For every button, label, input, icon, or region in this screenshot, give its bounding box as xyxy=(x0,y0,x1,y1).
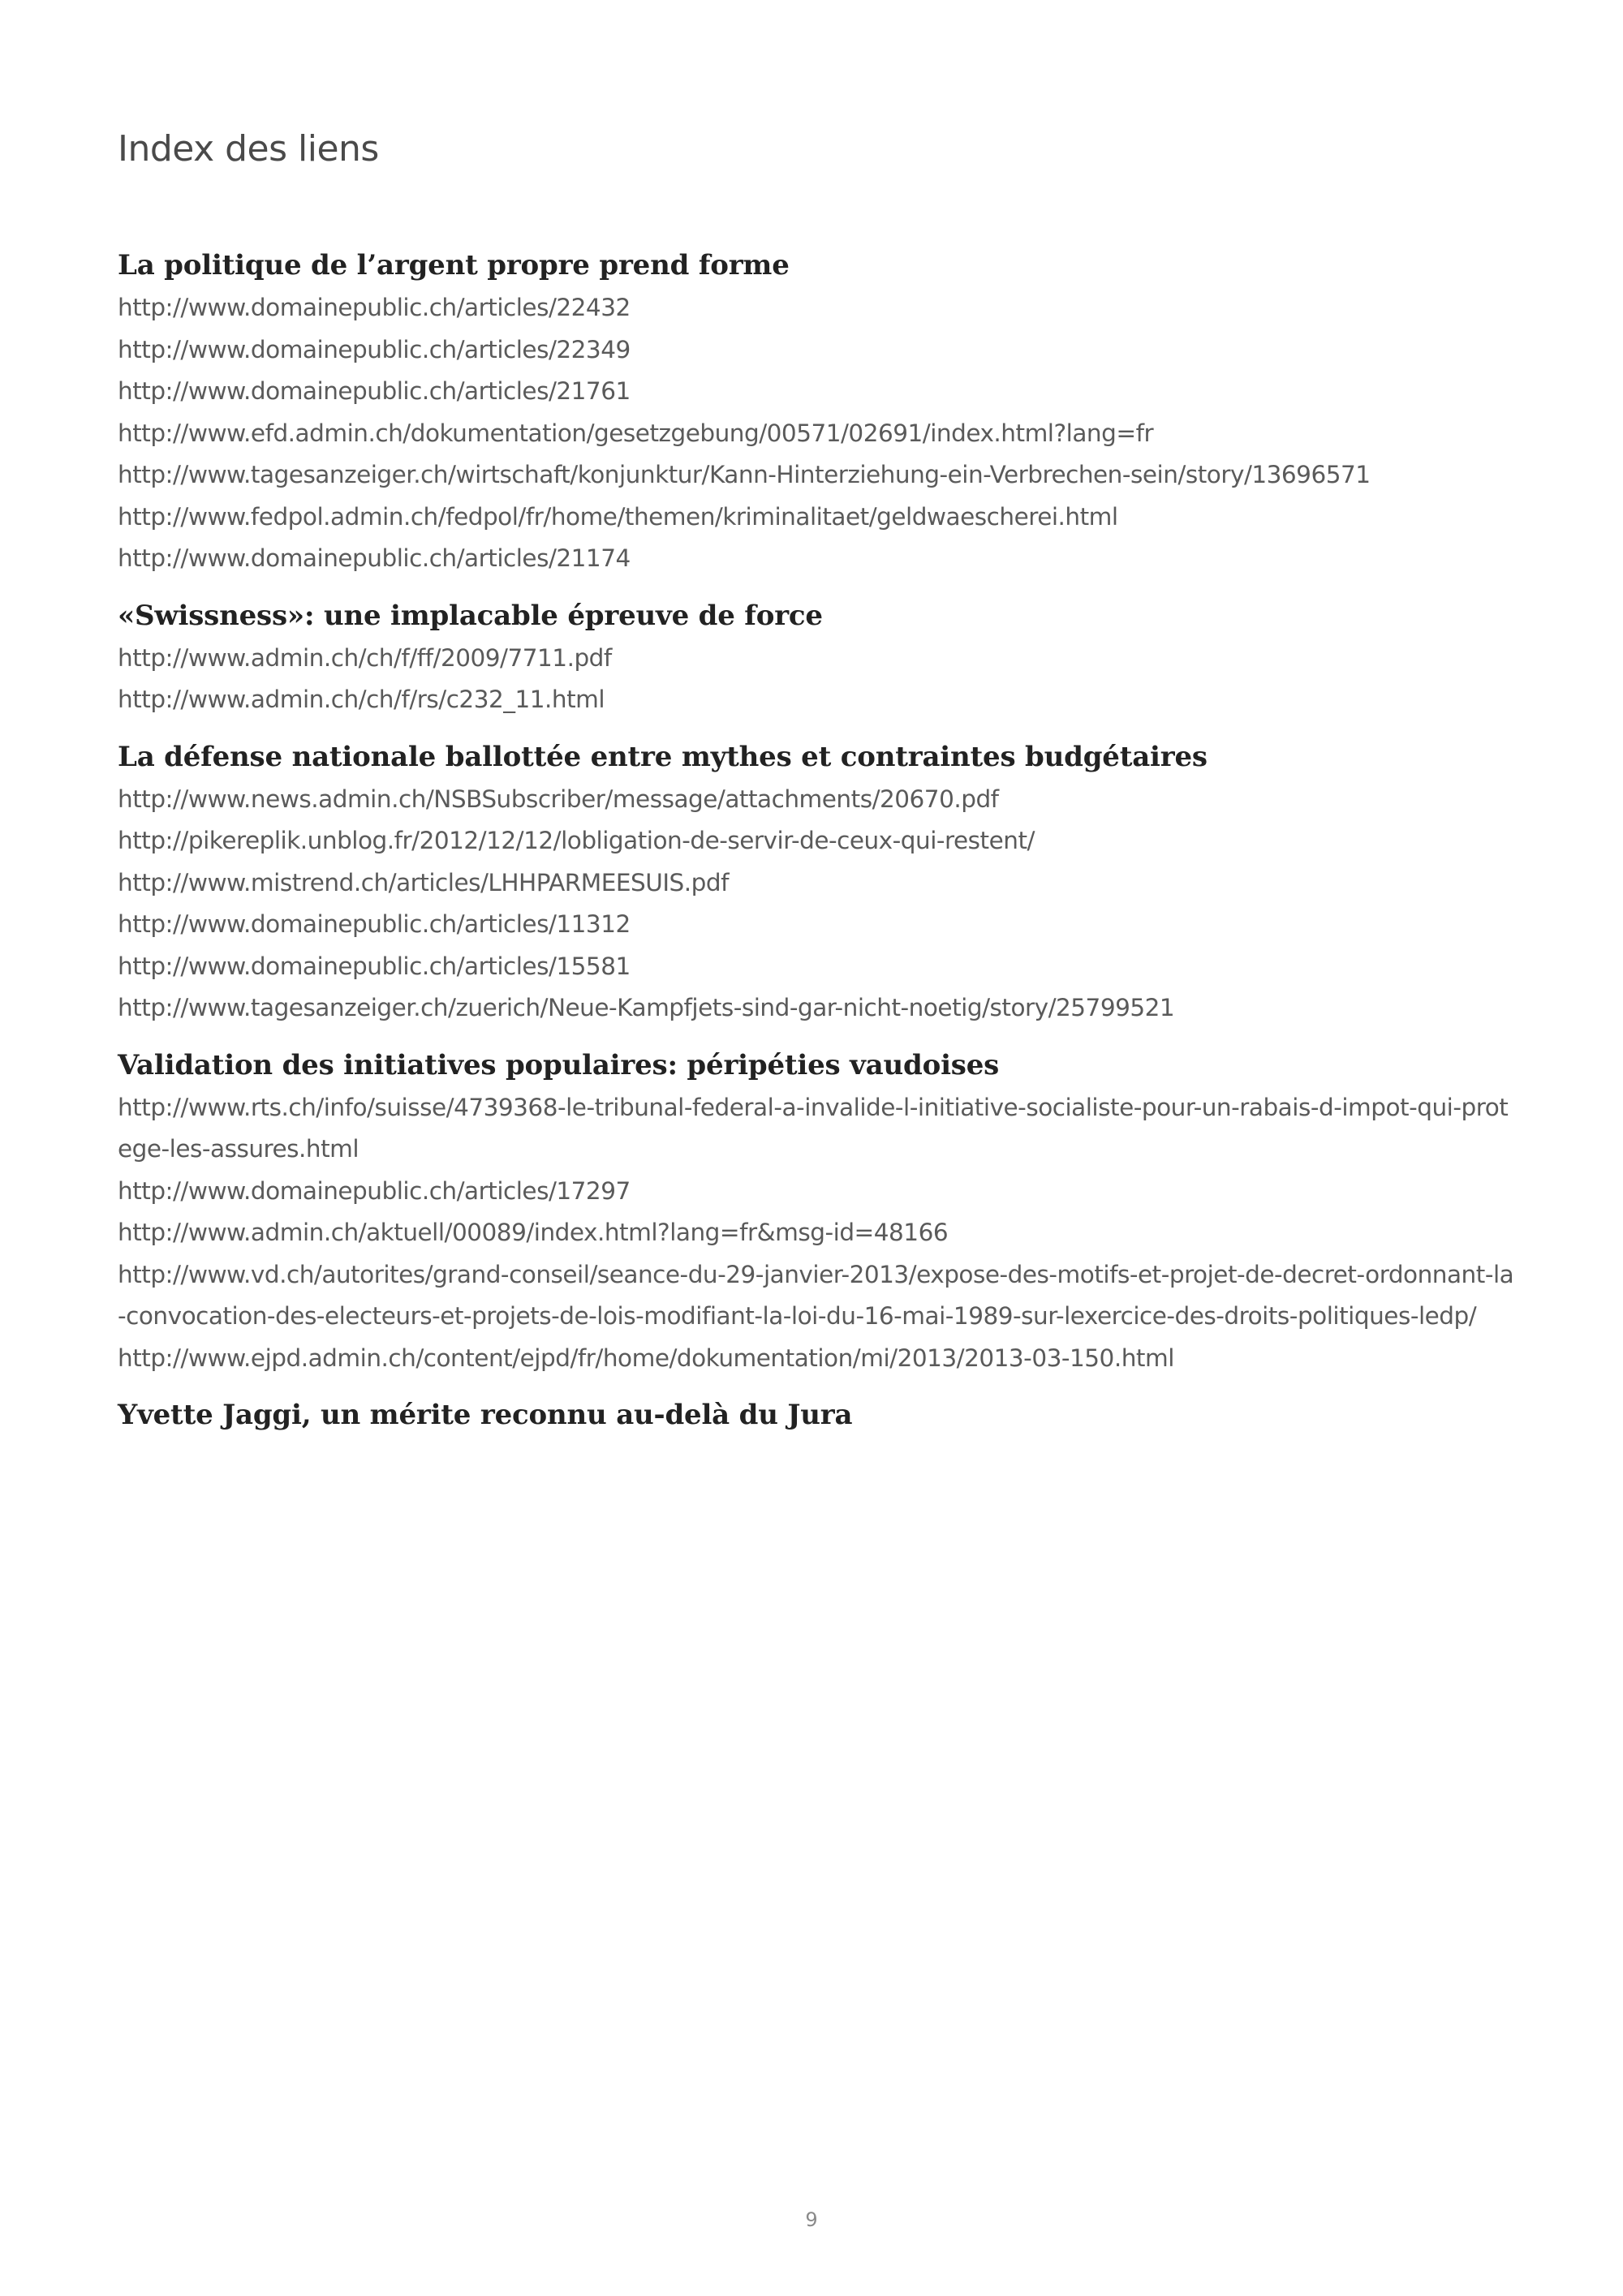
list-item xyxy=(118,779,1522,821)
list-item xyxy=(118,538,1522,580)
list-item xyxy=(118,413,1522,455)
link-list xyxy=(118,287,1522,580)
link[interactable]: http://pikereplik.unblog.fr/2012/12/12/lobligation-de-servir-de-ceux-qui-restent/ xyxy=(118,827,1035,854)
link[interactable]: http://www.domainepublic.ch/articles/11312 xyxy=(118,910,631,938)
list-item xyxy=(118,862,1522,905)
link-list xyxy=(118,638,1522,721)
link[interactable]: http://www.domainepublic.ch/articles/15581 xyxy=(118,952,631,980)
list-item xyxy=(118,497,1522,539)
list-item xyxy=(118,1212,1522,1254)
document-page xyxy=(118,0,1522,2296)
link[interactable]: http://www.domainepublic.ch/articles/21761 xyxy=(118,377,631,405)
list-item xyxy=(118,679,1522,721)
list-item xyxy=(118,987,1522,1030)
section-swissness xyxy=(118,594,1522,721)
link[interactable]: http://www.domainepublic.ch/articles/21174 xyxy=(118,544,631,572)
section-title: Validation des initiatives populaires: péripéties vaudoises xyxy=(118,1048,1000,1081)
list-item xyxy=(118,1087,1522,1171)
link[interactable]: http://www.mistrend.ch/articles/LHHPARMEESUIS.pdf xyxy=(118,868,729,896)
link[interactable]: http://www.admin.ch/ch/f/ff/2009/7711.pdf xyxy=(118,643,612,672)
section-initiatives-populaires xyxy=(118,1043,1522,1380)
list-item xyxy=(118,1338,1522,1380)
list-item xyxy=(118,638,1522,680)
page-title: Index des liens xyxy=(118,128,379,170)
list-item xyxy=(118,1171,1522,1213)
list-item xyxy=(118,904,1522,946)
section-title: Yvette Jaggi, un mérite reconnu au-delà du Jura xyxy=(118,1399,853,1431)
link[interactable]: http://www.tagesanzeiger.ch/wirtschaft/konjunktur/Kann-Hinterziehung-ein-Verbrechen-sein/story/13696571 xyxy=(118,461,1371,488)
link[interactable]: http://www.news.admin.ch/NSBSubscriber/message/attachments/20670.pdf xyxy=(118,785,999,813)
list-item xyxy=(118,371,1522,413)
section-title: La politique de l’argent propre prend forme xyxy=(118,249,790,282)
page-number: 9 xyxy=(805,2208,818,2231)
link[interactable]: http://www.domainepublic.ch/articles/17297 xyxy=(118,1176,631,1205)
link-index xyxy=(118,243,1522,1451)
section-politique-argent-propre xyxy=(118,243,1522,580)
list-item xyxy=(118,454,1522,497)
link[interactable]: http://www.tagesanzeiger.ch/zuerich/Neue-Kampfjets-sind-gar-nicht-noetig/story/25799521 xyxy=(118,994,1175,1021)
section-yvette-jaggi xyxy=(118,1393,1522,1437)
section-title: La défense nationale ballottée entre mythes et contraintes budgétaires xyxy=(118,740,1208,773)
section-title: «Swissness»: une implacable épreuve de force xyxy=(118,599,823,632)
list-item xyxy=(118,820,1522,862)
link[interactable]: http://www.domainepublic.ch/articles/22349 xyxy=(118,335,631,363)
list-item xyxy=(118,329,1522,372)
link[interactable]: http://www.vd.ch/autorites/grand-conseil/seance-du-29-janvier-2013/expose-des-motifs-et-projet-de-decret-ordonnant-la-convocation-des-electeurs-et-projets-de-lois-modifiant-la-loi-du-16-mai-1989-sur-lexercice-des-droits-politiques-ledp/ xyxy=(118,1260,1514,1330)
link[interactable]: http://www.domainepublic.ch/articles/22432 xyxy=(118,294,631,321)
link[interactable]: http://www.rts.ch/info/suisse/4739368-le-tribunal-federal-a-invalide-l-initiative-socialiste-pour-un-rabais-d-impot-qui-protege-les-assures.html xyxy=(118,1093,1509,1163)
link-list xyxy=(118,779,1522,1030)
section-defense-nationale xyxy=(118,735,1522,1030)
link-list xyxy=(118,1087,1522,1380)
list-item xyxy=(118,287,1522,329)
link[interactable]: http://www.fedpol.admin.ch/fedpol/fr/home/themen/kriminalitaet/geldwaescherei.html xyxy=(118,502,1118,531)
link[interactable]: http://www.admin.ch/ch/f/rs/c232_11.html xyxy=(118,686,605,713)
list-item xyxy=(118,1254,1522,1338)
link[interactable]: http://www.efd.admin.ch/dokumentation/gesetzgebung/00571/02691/index.html?lang=fr xyxy=(118,419,1154,447)
list-item xyxy=(118,946,1522,988)
link[interactable]: http://www.ejpd.admin.ch/content/ejpd/fr/home/dokumentation/mi/2013/2013-03-150.html xyxy=(118,1344,1174,1372)
link[interactable]: http://www.admin.ch/aktuell/00089/index.html?lang=fr&msg-id=48166 xyxy=(118,1219,949,1246)
